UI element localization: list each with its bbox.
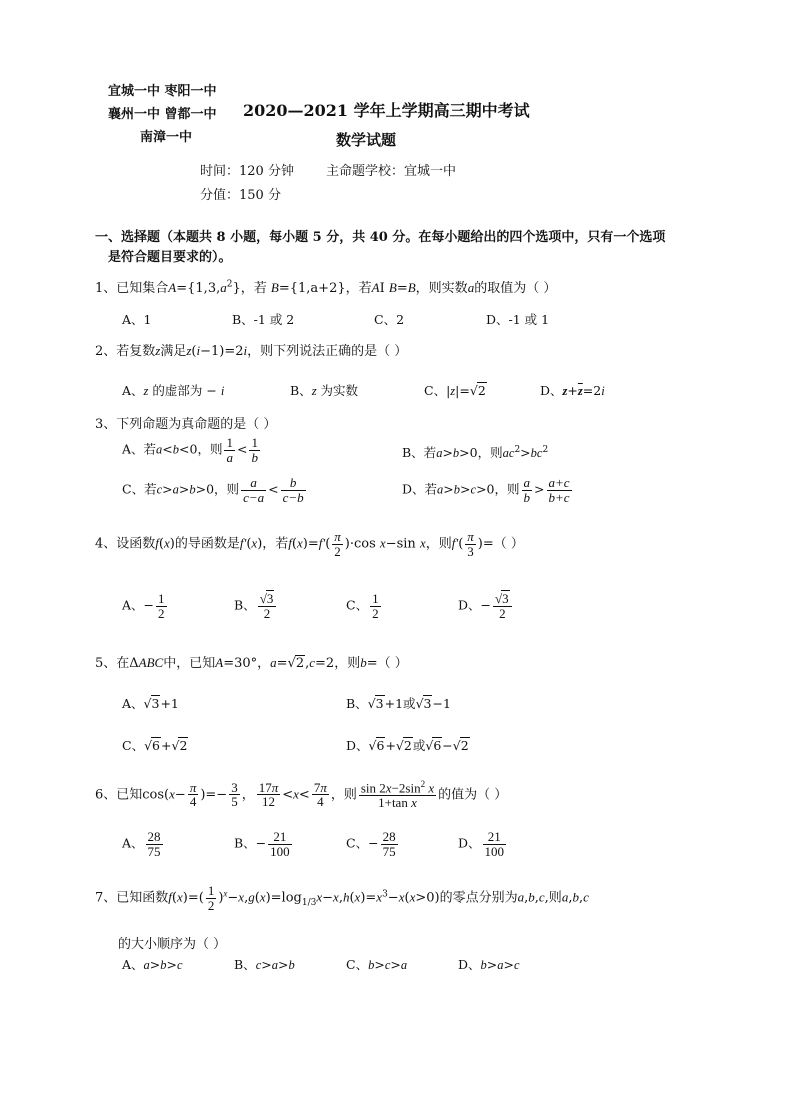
q5-option-b: B、√3+1或√3−1 [346, 696, 451, 711]
q3-option-c: C、若c>a>b>0，则 $\frac{a}{c-a}$ < $\frac{b}{c-b}$ [122, 475, 304, 505]
q7-option-d: D、b>a>c [458, 957, 520, 972]
question-7-stem-line2: 的大小顺序为（ ） [118, 937, 227, 952]
q7-option-a: A、a>b>c [122, 957, 183, 972]
q3-option-b: B、若a>b>0，则$ac^2>bc^2$ [402, 444, 549, 460]
section-heading: 一、选择题（本题共 8 小题，每小题 5 分，共 40 分。在每小题给出的四个选项中，只有一个选项 [95, 230, 666, 245]
question-5-stem: 5、在ΔABC中，已知A=30°，a=√2,c=2，则b=（ ） [95, 655, 408, 671]
q2-option-c: C、|z|=√2 [424, 383, 486, 398]
q6-option-d: D、 $\frac{21}{100}$ [458, 829, 505, 859]
q1-option-c: C、2 [374, 312, 405, 327]
q5-option-d: D、√6+√2或√6−√2 [346, 738, 469, 753]
q4-option-c: C、 $\frac{1}{2}$ [346, 591, 379, 621]
exam-time: 时间：120 分钟 [200, 164, 294, 179]
exam-subtitle: 数学试题 [336, 131, 397, 149]
q2-option-b: B、z 为实数 [290, 383, 359, 398]
question-1-stem: 1、已知集合$A=\{1,3,a^2\}$，若 B={1,a+2}，若AI B=B，则实数a的取值为（ ） [95, 279, 557, 296]
q1-option-d: D、-1 或 1 [486, 312, 550, 327]
exam-score: 分值：150 分 [200, 188, 281, 203]
school-list-line3: 南漳一中 [140, 130, 193, 145]
q4-option-b: B、 $\frac{√3}{2}$ [234, 592, 278, 620]
q5-option-a: A、√3+1 [122, 696, 179, 711]
question-2-stem: 2、若复数z满足z(i−1)=2i，则下列说法正确的是（ ） [95, 343, 408, 359]
q3-option-d: D、若a>b>c>0，则 $\frac{a}{b}$ > $\frac{a+c}{b+c}$ [402, 475, 570, 505]
school-list-line1: 宜城一中 枣阳一中 [108, 84, 217, 99]
q5-option-c: C、√6+√2 [122, 738, 188, 753]
q7-option-c: C、b>c>a [346, 957, 408, 972]
q6-option-a: A、 $\frac{28}{75}$ [122, 829, 161, 859]
q2-option-a: A、z 的虚部为 − i [122, 383, 225, 398]
school-list-line2: 襄州一中 曾都一中 [108, 107, 217, 122]
question-3-stem: 3、下列命题为真命题的是（ ） [95, 417, 277, 432]
q4-option-d: D、− $\frac{√3}{2}$ [458, 592, 514, 620]
q6-option-b: B、− $\frac{21}{100}$ [234, 829, 290, 859]
section-heading-cont: 是符合题目要求的）。 [108, 250, 232, 265]
q2-option-d: D、$z+\overline{z}=2i$ [540, 383, 605, 398]
q1-option-a: A、1 [122, 312, 152, 327]
exam-title: 2020—2021 学年上学期高三期中考试 [243, 101, 530, 120]
question-7-stem: 7、已知函数f(x)=( $\frac{1}{2}$ )$^x-x,g(x)=\log_{1/3}x-x,h(x)=x^3-x(x>0)$的零点分别为a,b,c,则a,b,c [95, 883, 589, 913]
q1-option-b: B、-1 或 2 [232, 312, 295, 327]
exam-school: 主命题学校：宜城一中 [326, 164, 457, 179]
question-6-stem: 6、已知cos(x− $\frac{\pi}{4}$ )=− $\frac{3}{5}$ ， $\frac{17\pi}{12}$ <x< $\frac{7\pi}{4}$ ，则 $\frac{\sin 2x-2\sin^2 x}{\text{1+tan x}}$ 的值为（ ） [95, 779, 508, 810]
q7-option-b: B、c>a>b [234, 957, 295, 972]
q4-option-a: A、− $\frac{1}{2}$ [122, 591, 165, 621]
question-4-stem: 4、设函数f(x)的导函数是f′(x)，若f(x)=f′( $\frac{\pi}{2}$ )·cos x−sin x，则f′( $\frac{\pi}{3}$ )=（ ） [95, 529, 524, 559]
q6-option-c: C、− $\frac{28}{75}$ [346, 829, 396, 859]
q3-option-a: A、若a<b<0，则 $\frac{1}{a}$ < $\frac{1}{b}$ [122, 435, 258, 465]
